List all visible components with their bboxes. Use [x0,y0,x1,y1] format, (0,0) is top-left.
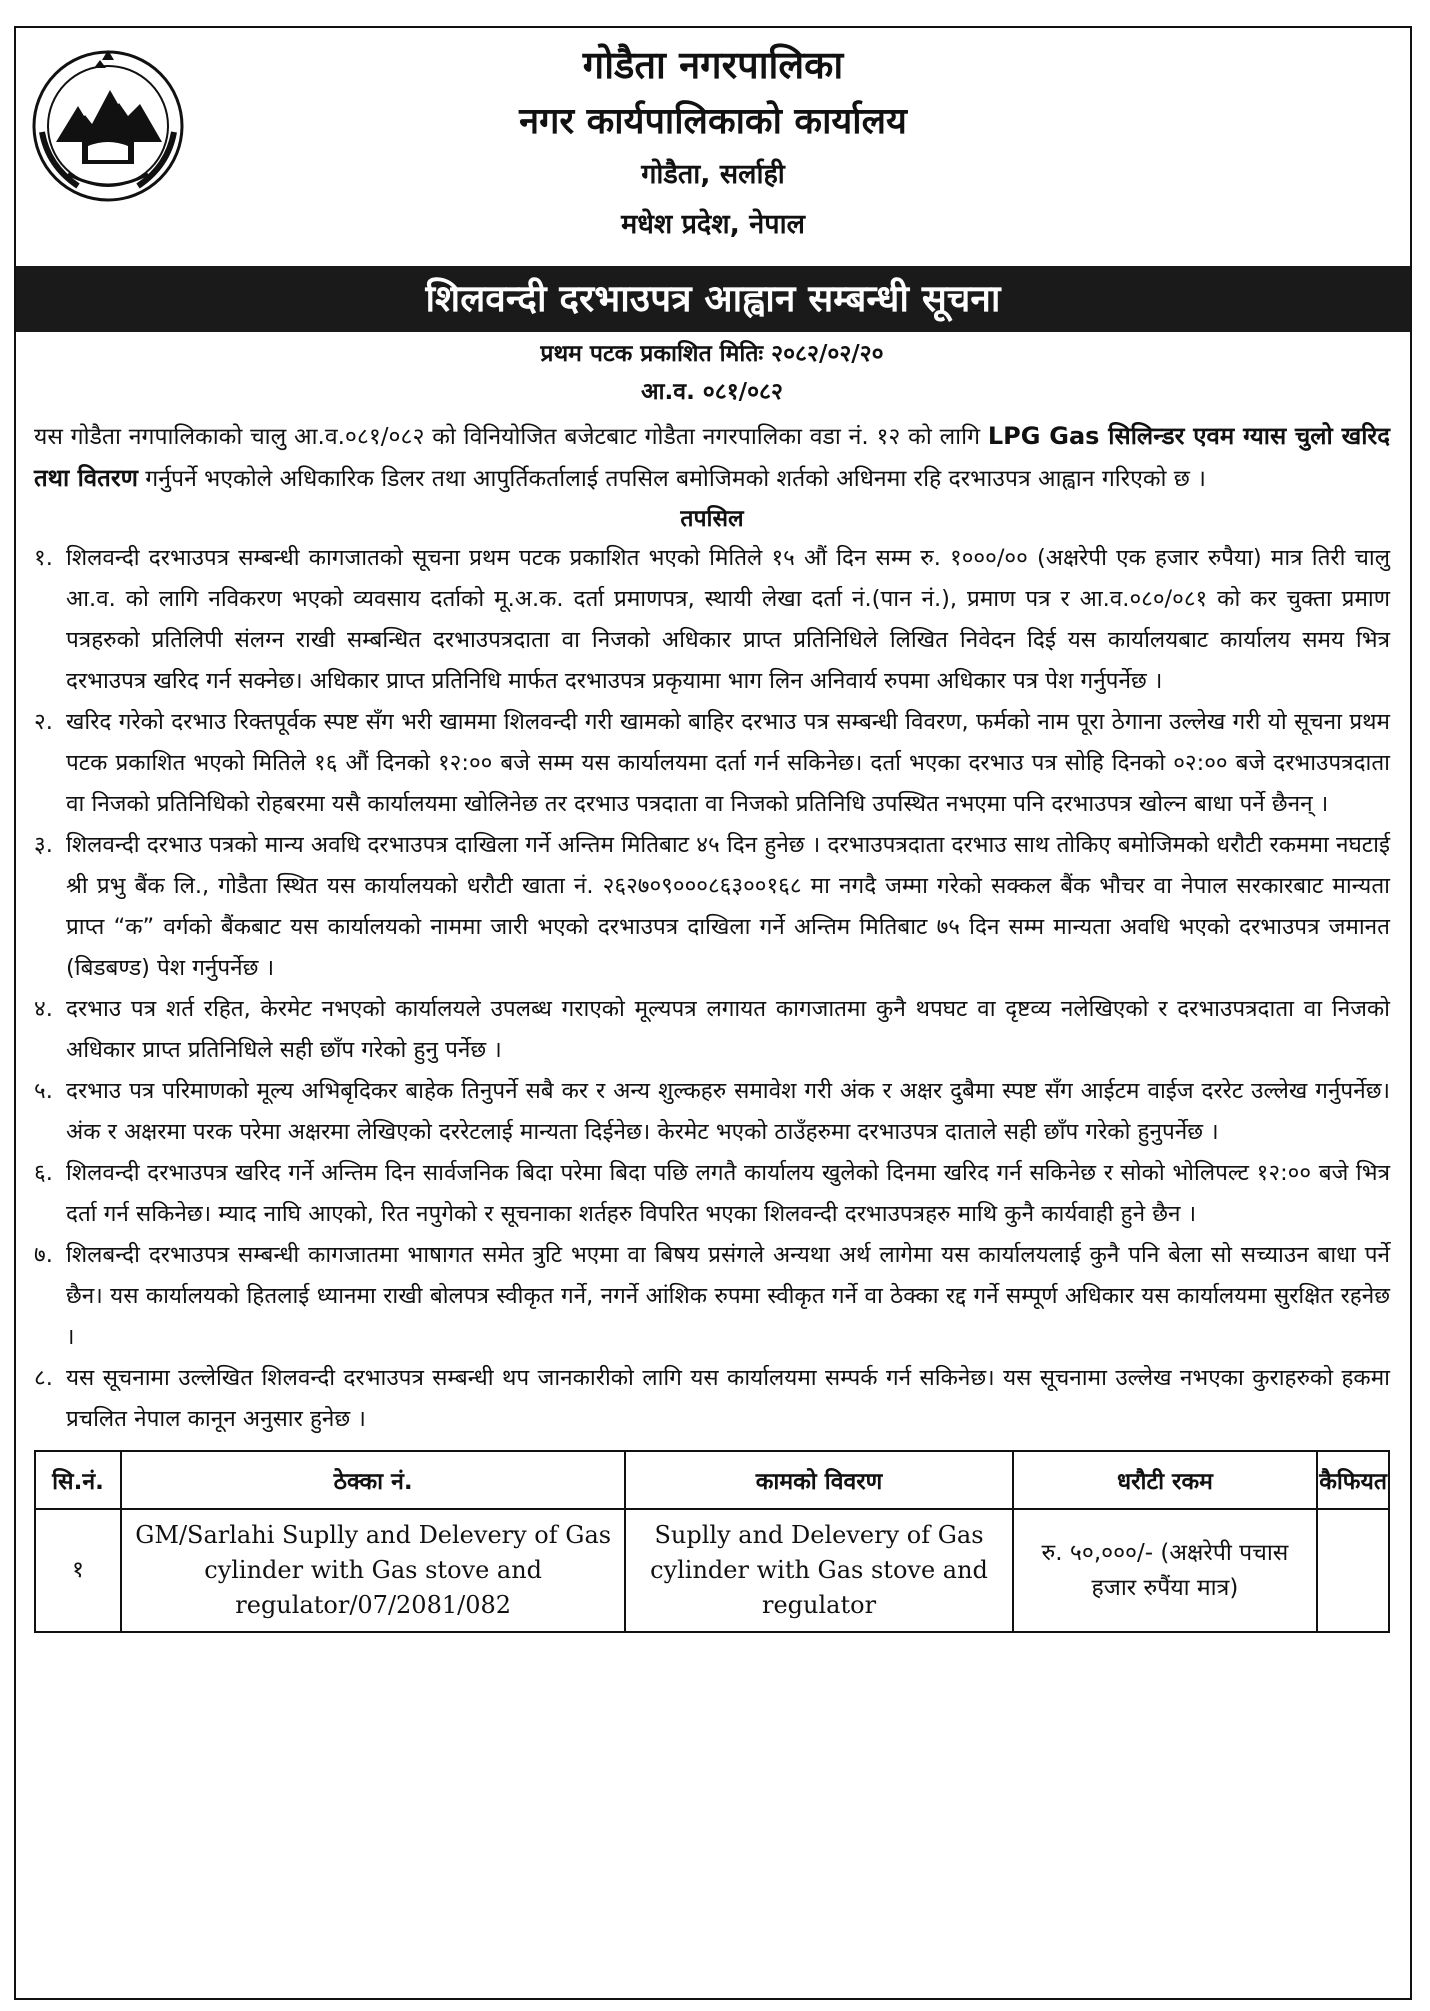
condition-number: ८. [34,1365,53,1391]
condition-item [34,1358,1390,1440]
condition-item [34,989,1390,1071]
office-location: गोडैता, सर्लाही [641,159,785,190]
col-header-contract-no: ठेक्का नं. [121,1451,625,1509]
cell-deposit: रु. ५०,०००/- (अक्षरेपी पचास हजार रुपैंया मात्र) [1013,1509,1318,1632]
condition-number: २. [34,709,53,735]
condition-number: १. [34,545,53,571]
condition-item [34,538,1390,702]
cell-remarks [1317,1509,1389,1632]
letterhead [16,28,1410,266]
condition-item [34,1071,1390,1153]
condition-number: ७. [34,1242,53,1268]
condition-text: शिलवन्दी दरभाउ पत्रको मान्य अवधि दरभाउपत्र दाखिला गर्ने अन्तिम मितिबाट ४५ दिन हुनेछ । दरभाउपत्रदाता दरभाउ साथ तोकिए बमोजिमको धरौटी रकममा नघटाई श्री प्रभु बैंक लि., गोडैता स्थित यस कार्यालयको धरौटी खाता नं. २६२७०९०००८६३००१६८ मा नगदै जम्मा गरेको सक्कल बैंक भौचर वा नेपाल सरकारबाट मान्यता प्राप्त “क” वर्गको बैंकबाट यस कार्यालयको नाममा जारी भएको दरभाउपत्र दाखिला गर्ने अन्तिम मितिबाट ७५ दिन सम्म मान्यता अवधि भएको दरभाउपत्र जमानत (बिडबण्ड) पेश गर्नुपर्नेछ । [66,832,1390,981]
col-header-sn: सि.नं. [35,1451,121,1509]
condition-number: ५. [34,1078,53,1104]
col-header-description: कामको विवरण [625,1451,1012,1509]
condition-text: दरभाउ पत्र शर्त रहित, केरमेट नभएको कार्यालयले उपलब्ध गराएको मूल्यपत्र लगायत कागजातमा कुनै थपघट वा दृष्टव्य नलेखिएको र दरभाउपत्रदाता वा निजको अधिकार प्राप्त प्रतिनिधिले सही छाँप गरेको हुनु पर्नेछ । [66,996,1390,1063]
col-header-deposit: धरौटी रकम [1013,1451,1318,1509]
intro-paragraph [34,416,1390,500]
conditions-list [34,538,1390,1440]
cell-sn: १ [35,1509,121,1632]
publish-date: प्रथम पटक प्रकाशित मितिः २०८२/०२/२० [540,341,884,367]
condition-text: यस सूचनामा उल्लेखित शिलवन्दी दरभाउपत्र सम्बन्धी थप जानकारीको लागि यस कार्यालयमा सम्पर्क गर्न सकिनेछ। यस सूचनामा उल्लेख नभएका कुराहरुको हकमा प्रचलित नेपाल कानून अनुसार हुनेछ । [66,1365,1390,1432]
notice-frame [14,26,1412,2000]
table-row [35,1509,1389,1632]
condition-text: दरभाउ पत्र परिमाणको मूल्य अभिबृदिकर बाहेक तिनुपर्ने सबै कर र अन्य शुल्कहरु समावेश गरी अंक र अक्षर दुबैमा स्पष्ट सँग आईटम वाईज दररेट उल्लेख गर्नुपर्नेछ। अंक र अक्षरमा परक परेमा अक्षरमा लेखिएको दररेटलाई मान्यता दिईनेछ। केरमेट भएको ठाउँहरुमा दरभाउपत्र दाताले सही छाँप गरेको हुनुपर्नेछ । [66,1078,1390,1145]
notice-body [16,332,1410,1633]
condition-item [34,1153,1390,1235]
intro-text-1: यस गोडैता नगपालिकाको चालु आ.व.०८१/०८२ को विनियोजित बजेटबाट गोडैता नगरपालिका वडा नं. १२ को लागि [34,424,988,450]
condition-item [34,825,1390,989]
table-header-row [35,1451,1389,1509]
office-name: नगर कार्यपालिकाको कार्यालय [519,101,907,142]
fiscal-year: आ.व. ०८१/०८२ [641,379,783,405]
condition-item [34,702,1390,825]
cell-contract-no: GM/Sarlahi Suplly and Delevery of Gas cylinder with Gas stove and regulator/07/2081/082 [121,1509,625,1632]
intro-bold-item: LPG Gas सिलिन्डर एवम ग्यास चुलो खरिद तथा वितरण [34,422,1390,492]
municipality-name: गोडैता नगरपालिका [582,43,844,87]
tender-table [34,1450,1390,1633]
condition-text: शिलवन्दी दरभाउपत्र खरिद गर्ने अन्तिम दिन सार्वजनिक बिदा परेमा बिदा पछि लगतै कार्यालय खुलेको दिनमा खरिद गर्न सकिनेछ र सोको भोलिपल्ट १२:०० बजे भित्र दर्ता गर्न सकिनेछ। म्याद नाघि आएको, रित नपुगेको र सूचनाका शर्तहरु विपरित भएका शिलवन्दी दरभाउपत्रहरु माथि कुनै कार्यवाही हुने छैन । [66,1160,1390,1227]
condition-text: शिलबन्दी दरभाउपत्र सम्बन्धी कागजातमा भाषागत समेत त्रुटि भएमा वा बिषय प्रसंगले अन्यथा अर्थ लागेमा यस कार्यालयलाई कुनै पनि बेला सो सच्याउन बाधा पर्ने छैन। यस कार्यालयको हितलाई ध्यानमा राखी बोलपत्र स्वीकृत गर्ने, नगर्ने आंशिक रुपमा स्वीकृत गर्ने वा ठेक्का रद्द गर्ने सम्पूर्ण अधिकार यस कार्यालयमा सुरक्षित रहनेछ । [66,1242,1390,1350]
condition-number: ३. [34,832,53,858]
cell-description: Suplly and Delevery of Gas cylinder with Gas stove and regulator [625,1509,1012,1632]
condition-number: ४. [34,996,53,1022]
details-heading: तपसिल [680,506,744,532]
condition-text: शिलवन्दी दरभाउपत्र सम्बन्धी कागजातको सूचना प्रथम पटक प्रकाशित भएको मितिले १५ औं दिन सम्म रु. १०००/०० (अक्षरेपी एक हजार रुपैया) मात्र तिरी चालु आ.व. को लागि नविकरण भएको व्यवसाय दर्ताको मू.अ.क. दर्ता प्रमाणपत्र, स्थायी लेखा दर्ता नं.(पान नं.), प्रमाण पत्र र आ.व.०८०/०८१ को कर चुक्ता प्रमाण पत्रहरुको प्रतिलिपी संलग्न राखी सम्बन्धित दरभाउपत्रदाता वा निजको अधिकार प्राप्त प्रतिनिधिले लिखित निवेदन दिई यस कार्यालयबाट कार्यालय समय भित्र दरभाउपत्र खरिद गर्न सक्नेछ। अधिकार प्राप्त प्रतिनिधि मार्फत दरभाउपत्र प्रकृयामा भाग लिन अनिवार्य रुपमा अधिकार पत्र पेश गर्नुपर्नेछ । [66,545,1390,694]
condition-number: ६. [34,1160,53,1186]
province-country: मधेश प्रदेश, नेपाल [621,209,805,240]
condition-item [34,1235,1390,1358]
notice-title: शिलवन्दी दरभाउपत्र आह्वान सम्बन्धी सूचना [16,266,1410,332]
intro-text-2: गर्नुपर्ने भएकोले अधिकारिक डिलर तथा आपुर्तिकर्तालाई तपसिल बमोजिमको शर्तको अधिनमा रहि दरभाउपत्र आह्वान गरिएको छ । [138,466,1206,492]
col-header-remarks: कैफियत [1317,1451,1389,1509]
condition-text: खरिद गरेको दरभाउ रिक्तपूर्वक स्पष्ट सँग भरी खाममा शिलवन्दी गरी खामको बाहिर दरभाउ पत्र सम्बन्धी विवरण, फर्मको नाम पूरा ठेगाना उल्लेख गरी यो सूचना प्रथम पटक प्रकाशित भएको मितिले १६ औं दिनको १२:०० बजे सम्म यस कार्यालयमा दर्ता गर्न सकिनेछ। दर्ता भएका दरभाउ पत्र सोहि दिनको ०२:०० बजे दरभाउपत्रदाता वा निजको प्रतिनिधिको रोहबरमा यसै कार्यालयमा खोलिनेछ तर दरभाउ पत्रदाता वा निजको प्रतिनिधि उपस्थित नभएमा पनि दरभाउपत्र खोल्न बाधा पर्ने छैनन् । [66,709,1390,817]
